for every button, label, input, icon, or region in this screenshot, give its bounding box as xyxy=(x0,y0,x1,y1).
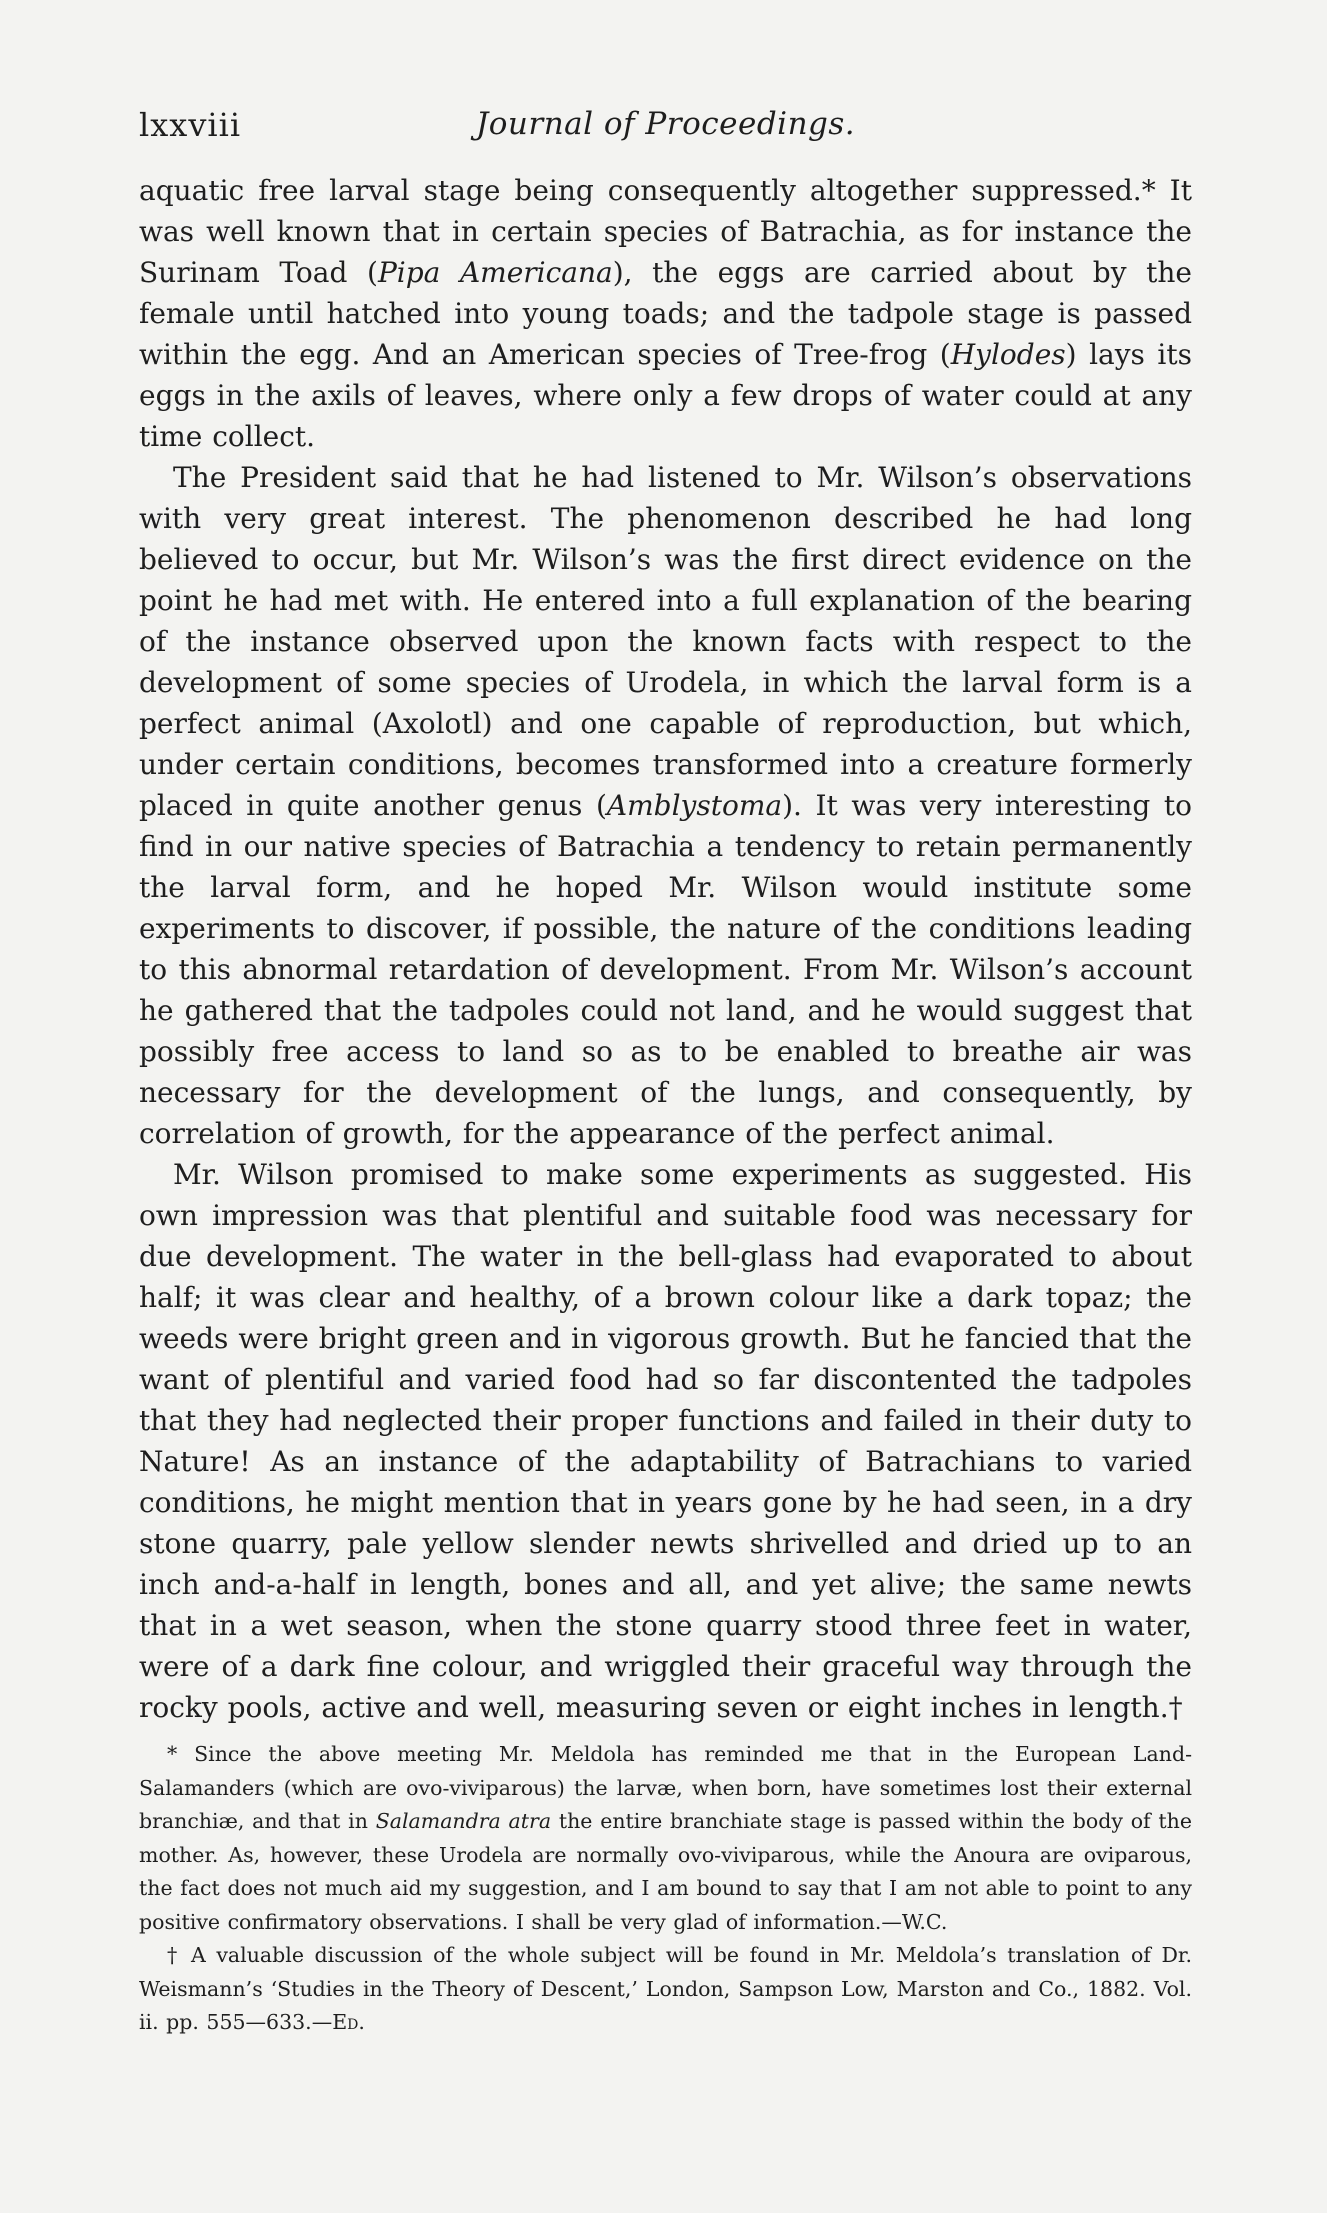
paragraph-1: aquatic free larval stage being consequently altogether suppressed.* It was well known that in certain species of Batrachia, as for instance the Surinam Toad (Pipa Americana), the eggs are carried about by the female until hatched into young toads; and the tadpole stage is passed within the egg. And an American species of Tree-frog (Hylodes) lays its eggs in the axils of leaves, where only a few drops of water could at any time collect. xyxy=(139,174,1192,453)
document-page xyxy=(139,100,1192,2040)
species-name: Pipa Americana xyxy=(377,256,613,289)
genus-name: Amblystoma xyxy=(606,789,783,822)
footnote-1: * Since the above meeting Mr. Meldola has reminded me that in the European Land-Salamanders (which are ovo-viviparous) the larvæ, when born, have sometimes lost their external branchiæ, and that in Salamandra atra the entire branchiate stage is passed within the body of the mother. As, however, these Urodela are normally ovo-viviparous, while the Anoura are oviparous, the fact does not much aid my suggestion, and I am bound to say that I am not able to point to any positive confirmatory observations. I shall be very glad of information.—W.C. xyxy=(139,1742,1192,1934)
paragraph-2: The President said that he had listened to Mr. Wilson’s observations with very great interest. The phenomenon described he had long believed to occur, but Mr. Wilson’s was the first direct evidence on the point he had met with. He entered into a full explanation of the bearing of the instance observed upon the known facts with respect to the development of some species of Urodela, in which the larval form is a perfect animal (Axolotl) and one capable of reproduction, but which, under certain conditions, becomes transformed into a creature formerly placed in quite another genus (Amblystoma). It was very interesting to find in our native species of Batrachia a tendency to retain permanently the larval form, and he hoped Mr. Wilson would institute some experiments to discover, if possible, the nature of the conditions leading to this abnormal retardation of development. From Mr. Wilson’s account he gathered that the tadpoles could not land, and he would suggest that possibly free access to land so as to be enabled to breathe air was necessary for the development of the lungs, and consequently, by correlation of growth, for the appearance of the perfect animal. xyxy=(139,461,1192,1150)
body-text xyxy=(139,170,1192,1728)
editor-mark: Ed. xyxy=(332,2010,365,2034)
page-number: lxxviii xyxy=(139,106,242,144)
running-title: Journal of Proceedings. xyxy=(475,106,856,142)
paragraph-3: Mr. Wilson promised to make some experiments as suggested. His own impression was that plentiful and suitable food was necessary for due development. The water in the bell-glass had evaporated to about half; it was clear and healthy, of a brown colour like a dark topaz; the weeds were bright green and in vigorous growth. But he fancied that the want of plentiful and varied food had so far discontented the tadpoles that they had neglected their proper functions and failed in their duty to Nature! As an instance of the adaptability of Batrachians to varied conditions, he might mention that in years gone by he had seen, in a dry stone quarry, pale yellow slender newts shrivelled and dried up to an inch and-a-half in length, bones and all, and yet alive; the same newts that in a wet season, when the stone quarry stood three feet in water, were of a dark fine colour, and wriggled their graceful way through the rocky pools, active and well, measuring seven or eight inches in length.† xyxy=(139,1158,1192,1724)
species-name: Salamandra atra xyxy=(375,1809,552,1833)
genus-name: Hylodes xyxy=(950,338,1066,371)
page-header xyxy=(139,100,1192,150)
footnotes xyxy=(139,1738,1192,2040)
footnote-2: † A valuable discussion of the whole subject will be found in Mr. Meldola’s translation of Dr. Weismann’s ‘Studies in the Theory of Descent,’ London, Sampson Low, Marston and Co., 1882. Vol. ii. pp. 555—633.—Ed. xyxy=(139,1943,1192,2034)
